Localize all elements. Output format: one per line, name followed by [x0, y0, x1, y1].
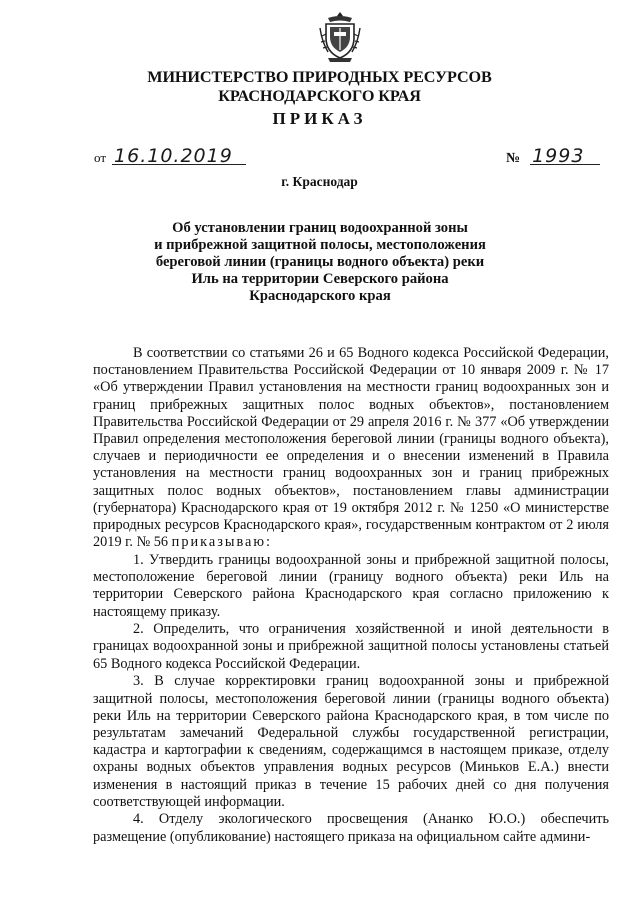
ministry-name [0, 68, 639, 106]
city: г. Краснодар [281, 174, 358, 189]
intro-paragraph [93, 345, 609, 551]
date-label: от [94, 150, 107, 165]
subject-line-5: Краснодарского края [249, 288, 391, 304]
document-type: ПРИКАЗ [272, 109, 367, 128]
order-subject [120, 220, 520, 305]
ministry-line-2: КРАСНОДАРСКОГО КРАЯ [218, 87, 421, 105]
item-1: 1. Утвердить границы водоохранной зоны и прибрежной защитной полосы, местоположение береговой линии (границу водного объекта) реки Иль на территории Северского района Краснодарского края согласно приложению к настоящему приказу. [93, 551, 609, 620]
number-value: 1993 [530, 148, 600, 165]
order-number [506, 145, 600, 167]
item-3: 3. В случае корректировки границ водоохранной зоны и прибрежной защитной полосы, местоположения береговой линии (границы водного объекта) реки Иль на территории Северского района Краснодарского края, в том числе по результатам замечаний Федеральной службы государственной регистрации, кадастра и картографии к сведениям, содержащимся в настоящем приказе, отделу охраны водных объектов управления водных ресурсов (Миньков Е.А.) внести изменения в настоящий приказ в течение 15 рабочих дней со дня получения соответствующей информации. [93, 673, 609, 810]
subject-line-4: Иль на территории Северского района [191, 271, 449, 287]
number-label: № [506, 151, 521, 166]
item-2: 2. Определить, что ограничения хозяйственной и иной деятельности в границах водоохранной зоны и прибрежной защитной полосы установлены статьей 65 Водного кодекса Российской Федерации. [93, 621, 609, 672]
order-body [93, 345, 609, 846]
ministry-line-1: МИНИСТЕРСТВО ПРИРОДНЫХ РЕСУРСОВ [147, 68, 492, 86]
order-word: приказываю: [171, 534, 273, 551]
subject-line-1: Об установлении границ водоохранной зоны [172, 220, 468, 236]
intro-text: В соответствии со статьями 26 и 65 Водного кодекса Российской Федерации, постановлением Правительства Российской Федерации от 10 января 2009 г. № 17 «Об утверждении Правил установления на местности границ водоохранных зон и границ прибрежных защитных полос водных объектов», постановлением Правительства Российской Федерации от 29 апреля 2016 г. № 377 «Об утверждении Правил определения местоположения береговой линии (границы водного объекта), случаев и периодичности ее определения и о внесении изменений в Правила установления на местности границ водоохранных зон и границ прибрежных защитных полос водных объектов», постановлением главы администрации (губернатора) Краснодарского края от 19 октября 2012 г. № 1250 «О министерстве природных ресурсов Краснодарского края», государственным контрактом от 2 июля 2019 г. № 56 [93, 345, 609, 551]
order-date [94, 145, 246, 167]
subject-line-2: и прибрежной защитной полосы, местоположения [154, 237, 486, 253]
subject-line-3: береговой линии (границы водного объекта) реки [155, 254, 485, 270]
item-4: 4. Отделу экологического просвещения (Ананко Ю.О.) обеспечить размещение (опубликование) настоящего приказа на официальном сайте админи- [93, 811, 609, 845]
date-value: 16.10.2019 [112, 148, 246, 165]
coat-of-arms-icon [318, 10, 362, 64]
